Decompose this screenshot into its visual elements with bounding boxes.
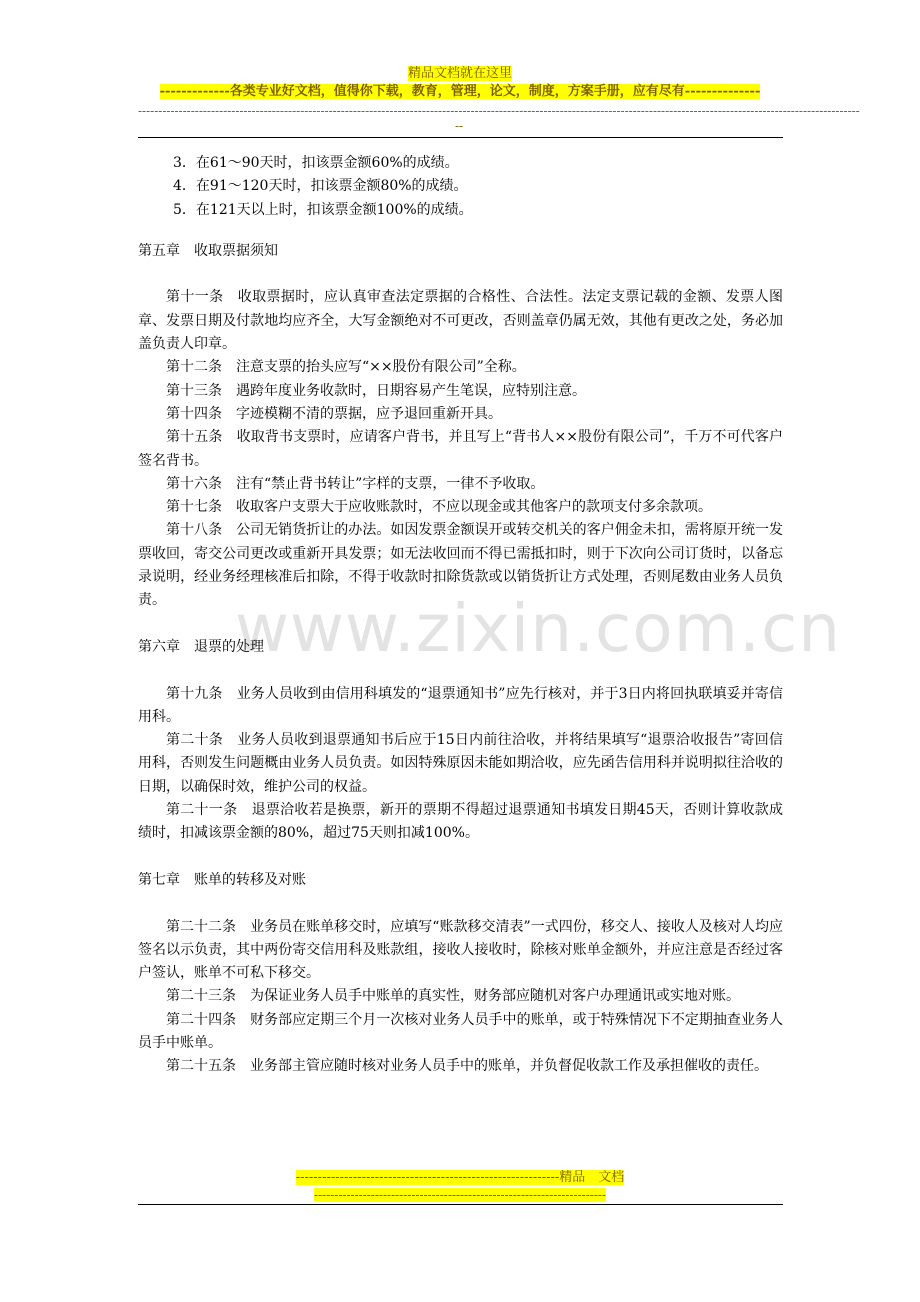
article-paragraph: 第十九条 业务人员收到由信用科填发的“退票通知书”应先行核对，并于3日内将回执联填妥并寄信用科。	[138, 685, 783, 725]
header-title-text: 精品文档就在这里	[407, 66, 512, 81]
article-paragraph: 第十四条 字迹模糊不清的票据，应予退回重新开具。	[166, 405, 502, 422]
header-dash-tail: --	[455, 119, 464, 133]
document-body	[138, 152, 783, 1079]
footer-line-2	[0, 1188, 920, 1202]
chapter-heading: 第五章 收取票据须知	[138, 242, 278, 259]
footer-line-1-text: ------------------------------------------------------------精品 文档	[295, 1170, 625, 1185]
article-paragraph: 第十七条 收取客户支票大于应收账款时，不应以现金或其他客户的款项支付多余款项。	[166, 499, 712, 516]
article-paragraph: 第十一条 收取票据时，应认真审查法定票据的合格性、合法性。法定支票记载的金额、发票人图章、发票日期及付款地均应齐全，大写金额绝对不可更改，否则盖章仍属无效，其他有更改之处，务必加盖负责人印章。	[138, 289, 783, 353]
article-paragraph: 第二十三条 为保证业务人员手中账单的真实性，财务部应随机对客户办理通讯或实地对账。	[166, 988, 740, 1005]
article-paragraph: 第十六条 注有“禁止背书转让”字样的支票，一律不予收取。	[166, 475, 545, 492]
article-paragraph: 第十五条 收取背书支票时，应请客户背书，并且写上“背书人××股份有限公司”，千万不可代客户签名背书。	[138, 429, 783, 469]
article-paragraph: 第二十条 业务人员收到退票通知书后应于15日内前往洽收，并将结果填写“退票洽收报告”寄回信用科，否则发生问题概由业务人员负责。如因特殊原因未能如期洽收，应先函告信用科并说明拟往洽收的日期，以确保时效，维护公司的权益。	[138, 732, 783, 795]
article-paragraph: 第十二条 注意支票的抬头应写“××股份有限公司”全称。	[166, 359, 526, 376]
header-title	[0, 66, 920, 82]
article-paragraph: 第二十四条 财务部应定期三个月一次核对业务人员手中的账单，或于特殊情况下不定期抽查业务人员手中账单。	[138, 1011, 783, 1051]
header-rule	[138, 137, 783, 138]
header-slogan-text: -------------各类专业好文档，值得你下载，教育，管理，论文，制度，方案手册，应有尽有--------------	[159, 84, 761, 99]
chapter-heading: 第七章 账单的转移及对账	[138, 871, 306, 888]
chapter-heading: 第六章 退票的处理	[138, 638, 264, 655]
list-item: 5．在121天以上时，扣该票金额100%的成绩。	[173, 201, 473, 218]
header-dash-line: ----------------------------------------------------------------------------------------------------------------------------------------------------------------------------------	[138, 104, 860, 118]
list-item: 4．在91～120天时，扣该票金额80%的成绩。	[173, 178, 468, 195]
footer-line-1	[0, 1170, 920, 1186]
watermark: www.zixin.com.cn	[235, 590, 842, 667]
footer-rule	[138, 1204, 783, 1205]
article-paragraph: 第十八条 公司无销货折让的办法。如因发票金额误开或转交机关的客户佣金未扣，需将原开统一发票收回，寄交公司更改或重新开具发票；如无法收回而不得已需抵扣时，则于下次向公司订货时，以备忘录说明，经业务经理核准后扣除，不得于收款时扣除货款或以销货折让方式处理，否则尾数由业务人员负责。	[138, 522, 783, 609]
article-paragraph: 第十三条 遇跨年度业务收款时，日期容易产生笔误，应特别注意。	[166, 382, 586, 399]
header-slogan	[0, 84, 920, 100]
article-paragraph: 第二十二条 业务员在账单移交时，应填写“账款移交清表”一式四份，移交人、接收人及核对人均应签名以示负责，其中两份寄交信用科及账款组，接收人接收时，除核对账单金额外，并应注意是否经过客户签认，账单不可私下移交。	[138, 918, 783, 982]
article-paragraph: 第二十五条 业务部主管应随时核对业务人员手中的账单，并负督促收款工作及承担催收的责任。	[166, 1058, 768, 1075]
list-item: 3．在61～90天时，扣该票金额60%的成绩。	[173, 155, 459, 171]
footer-line-2-text: ------------------------------------------------------------------------	[314, 1188, 606, 1202]
article-paragraph: 第二十一条 退票洽收若是换票，新开的票期不得超过退票通知书填发日期45天，否则计算收款成绩时，扣减该票金额的80%，超过75天则扣减100%。	[138, 802, 783, 842]
